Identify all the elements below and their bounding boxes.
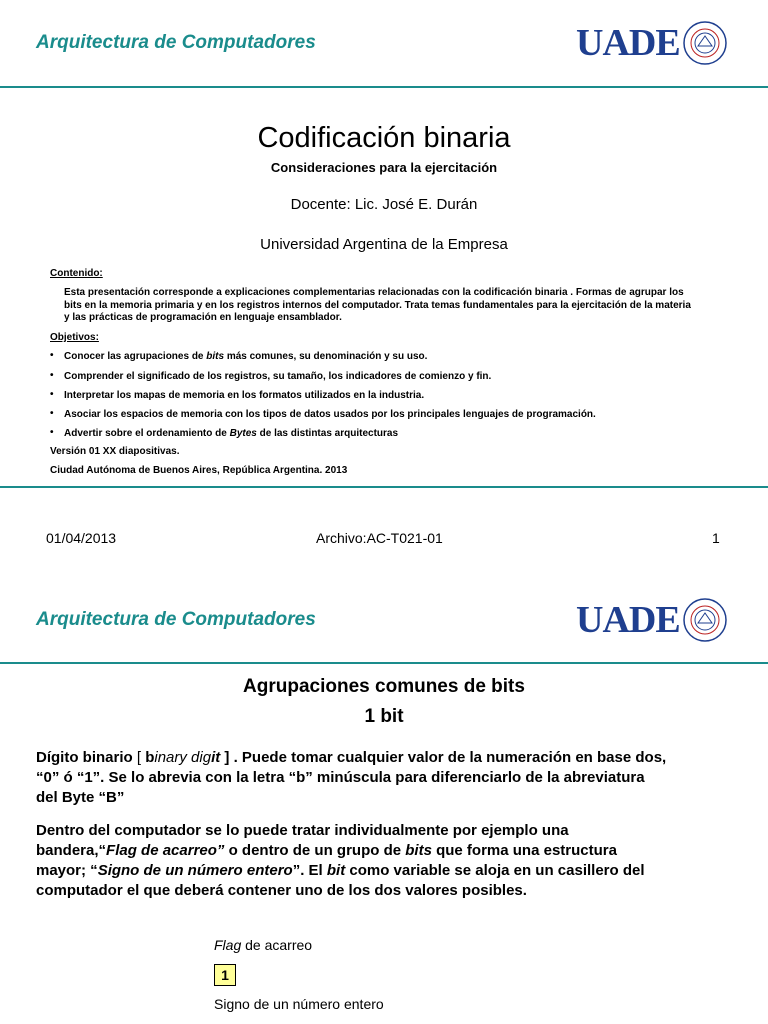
contenido-line: Esta presentación corresponde a explicaciones complementarias relacionadas con la codificación binaria . Formas de agrupar los [64, 287, 684, 298]
slide-subtitle: 1 bit [364, 706, 404, 727]
logo-text: UADE [576, 599, 680, 641]
seal-icon [682, 20, 728, 66]
slide-subtitle: Consideraciones para la ejercitación [270, 160, 498, 175]
contenido-text [64, 287, 691, 325]
paragraph-binary-digit: Dígito binario [ binary digit ] . Puede tomar cualquier valor de la numeración en base dos, “0” ó “1”. Se lo abrevia con la letra “b” minúscula para diferenciarlo de la abreviatura del Byte “B” [36, 749, 667, 806]
contenido-line: bits en la memoria primaria y en los registros internos del computador. Trata temas fundamentales para la ejercitación de la materia [64, 299, 691, 311]
header-title: Arquitectura de Computadores [36, 609, 316, 630]
university: Universidad Argentina de la Empresa [260, 236, 508, 253]
footer-file: Archivo:AC-T021-01 [316, 530, 443, 546]
footer-rule [0, 486, 768, 488]
bullet-icon: • [50, 370, 54, 381]
bullet-icon: • [50, 408, 54, 419]
flag-label: Flag de acarreo [214, 937, 313, 953]
docente: Docente: Lic. José E. Durán [290, 196, 478, 213]
paragraph-computer: Dentro del computador se lo puede tratar individualmente por ejemplo una bandera,“Flag de acarreo” o dentro de un grupo de bits que forma una estructura mayor; “Signo de un número entero”. El bit como variable se aloja en un casillero del computador el que deberá contener uno de los dos valores posibles. [36, 822, 645, 899]
footer-page: 1 [712, 530, 720, 546]
uade-logo [576, 20, 728, 66]
logo-text: UADE [576, 22, 680, 64]
flag-bit-box: 1 [214, 964, 236, 986]
footer-date: 01/04/2013 [46, 530, 117, 546]
uade-logo [576, 597, 728, 643]
bullet-icon: • [50, 350, 54, 361]
location: Ciudad Autónoma de Buenos Aires, República Argentina. 2013 [50, 465, 348, 476]
bullet-icon: • [50, 389, 54, 400]
slide-title: Codificación binaria [257, 122, 511, 154]
header-rule [0, 86, 768, 88]
contenido-line: y las prácticas de programación en lenguaje ensamblador. [64, 312, 342, 323]
sign-label: Signo de un número entero [214, 996, 384, 1012]
header-rule [0, 662, 768, 664]
contenido-label: Contenido: [50, 268, 103, 279]
objetivos-label: Objetivos: [50, 332, 99, 343]
version: Versión 01 XX diapositivas. [50, 446, 180, 457]
header-title: Arquitectura de Computadores [36, 32, 316, 53]
bullet-icon: • [50, 427, 54, 438]
slide-title: Agrupaciones comunes de bits [243, 676, 525, 697]
seal-icon [682, 597, 728, 643]
